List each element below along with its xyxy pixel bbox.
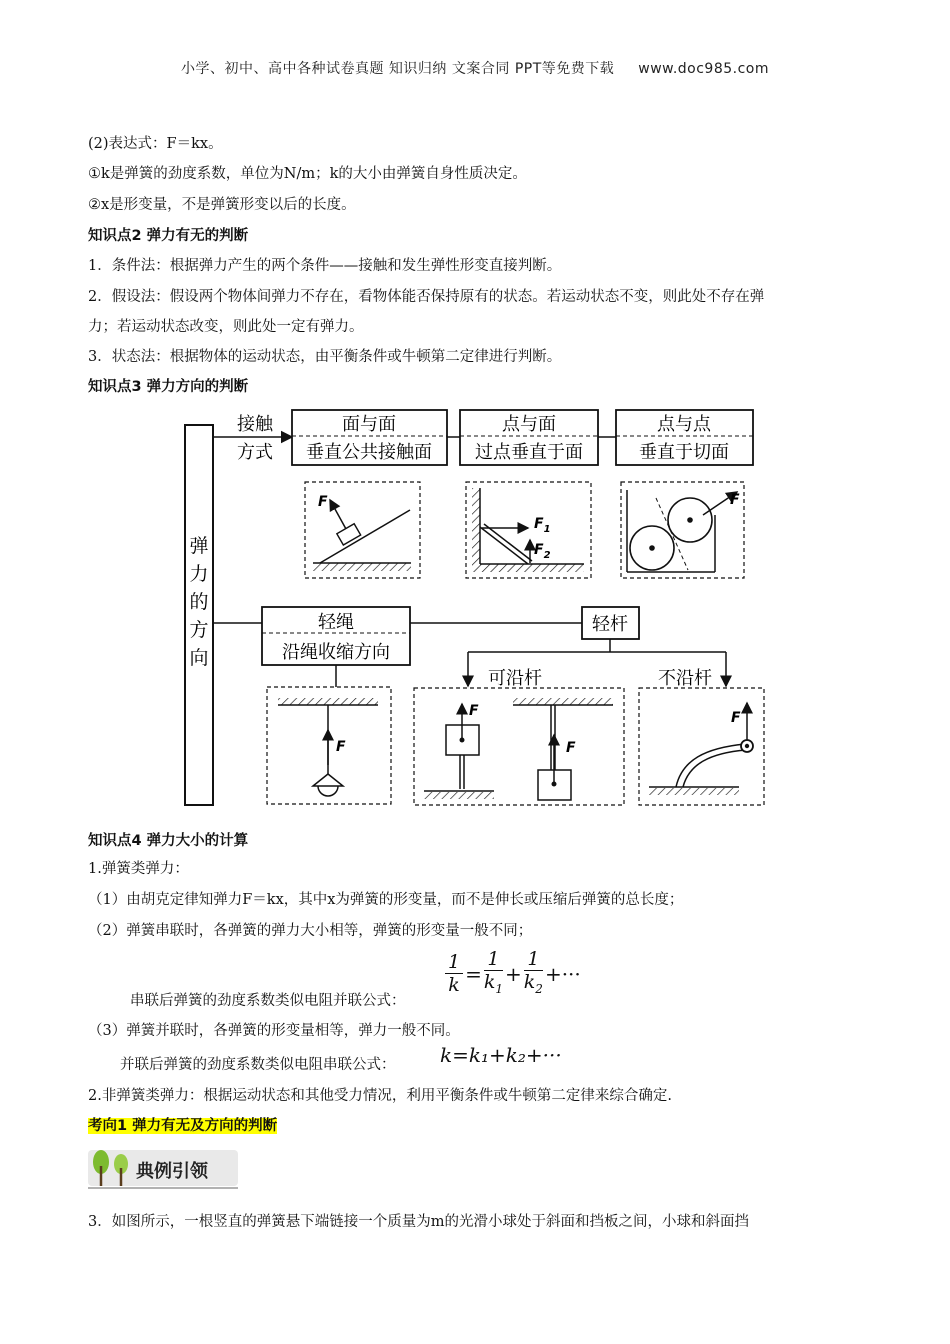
kp4-subtitle: 1.弹簧类弹力： — [88, 861, 189, 877]
force-1-label: $F_1$ — [534, 516, 551, 535]
point-point-desc: 垂直于切面 — [639, 442, 729, 463]
rope-desc: 沿绳收缩方向 — [282, 642, 390, 663]
main-label-char: 向 — [189, 647, 209, 669]
expr-note-2: ②x是形变量，不是弹簧形变以后的长度。 — [88, 197, 356, 213]
expr-title: (2)表达式：F＝kx。 — [88, 136, 223, 152]
rod-along-figure — [414, 688, 624, 805]
header-site[interactable]: www.doc985.com — [638, 61, 770, 77]
parallel-text: 并联后弹簧的劲度系数类似电阻串联公式： — [120, 1057, 396, 1073]
sticker-label: 典例引领 — [136, 1161, 208, 1182]
main-label-char: 弹 — [189, 535, 209, 557]
main-label-char: 力 — [189, 563, 209, 585]
kp2-item-4: 3．状态法：根据物体的运动状态，由平衡条件或牛顿第二定律进行判断。 — [88, 349, 562, 365]
kp3-title: 知识点3 弹力方向的判断 — [88, 379, 249, 395]
kp2-item-1: 1．条件法：根据弹力产生的两个条件——接触和发生弹性形变直接判断。 — [88, 258, 562, 274]
rope-title: 轻绳 — [318, 612, 354, 633]
force-label: F — [566, 740, 576, 756]
point-point-title: 点与点 — [657, 414, 711, 435]
point-face-desc: 过点垂直于面 — [475, 442, 583, 463]
question-3: 3．如图所示，一根竖直的弹簧悬下端链接一个质量为m的光滑小球处于斜面和挡板之间，小球和斜面挡 — [88, 1214, 749, 1230]
page-header — [0, 58, 950, 78]
face-face-title: 面与面 — [342, 414, 396, 435]
kp4-item-non-spring: 2.非弹簧类弹力：根据运动状态和其他受力情况，利用平衡条件或牛顿第二定律来综合确定. — [88, 1088, 672, 1104]
force-label: F — [469, 703, 479, 719]
example-sticker — [88, 1144, 238, 1192]
two-balls-figure — [621, 482, 744, 578]
header-text: 小学、初中、高中各种试卷真题 知识归纳 文案合同 PPT等免费下载 — [180, 61, 615, 77]
force-label: F — [336, 739, 346, 755]
force-label: F — [318, 494, 328, 510]
series-text: 串联后弹簧的劲度系数类似电阻并联公式： — [130, 993, 406, 1009]
main-label-char: 的 — [189, 591, 209, 613]
contact-label: 接触 — [237, 414, 273, 435]
contact-label: 方式 — [237, 442, 273, 463]
face-face-desc: 垂直公共接触面 — [306, 442, 432, 463]
point-face-title: 点与面 — [502, 414, 556, 435]
kp2-item-2: 2．假设法：假设两个物体间弹力不存在，看物体能否保持原有的状态。若运动状态不变，则此处不存在弹 — [88, 289, 765, 305]
kp4-title: 知识点4 弹力大小的计算 — [88, 833, 249, 849]
exam-direction-heading: 考向1 弹力有无及方向的判断 — [88, 1118, 278, 1134]
elastic-force-direction-diagram — [170, 400, 780, 812]
kp2-item-3: 力；若运动状态改变，则此处一定有弹力。 — [88, 319, 364, 335]
incline-block-figure — [305, 482, 420, 578]
rod-along-label: 可沿杆 — [488, 668, 542, 689]
series-formula: $\frac{1}{k}$ = $\frac{1}{k_1}$ + $\frac{1}{k_2}$ +··· — [443, 948, 581, 1000]
kp2-title: 知识点2 弹力有无的判断 — [88, 228, 249, 244]
expr-note-1: ①k是弹簧的劲度系数，单位为N/m；k的大小由弹簧自身性质决定。 — [88, 166, 527, 182]
parallel-formula: k=k₁+k₂+··· — [440, 1043, 562, 1067]
hanging-lamp-figure — [267, 687, 391, 804]
force-2-label: $F_2$ — [534, 542, 551, 561]
main-label-char: 方 — [189, 619, 209, 641]
rod-not-along-label: 不沿杆 — [658, 668, 712, 689]
main-label-box — [185, 425, 213, 805]
kp4-item-1: （1）由胡克定律知弹力F＝kx，其中x为弹簧的形变量，而不是伸长或压缩后弹簧的总长度； — [88, 892, 684, 908]
force-label: F — [730, 492, 740, 508]
kp4-item-3: （3）弹簧并联时，各弹簧的形变量相等，弹力一般不同。 — [88, 1023, 460, 1039]
rod-not-along-figure — [639, 688, 764, 805]
rod-title: 轻杆 — [592, 614, 628, 635]
kp4-item-2: （2）弹簧串联时，各弹簧的弹力大小相等，弹簧的形变量一般不同； — [88, 923, 533, 939]
force-label: F — [731, 710, 741, 726]
corner-rod-figure — [466, 482, 591, 578]
